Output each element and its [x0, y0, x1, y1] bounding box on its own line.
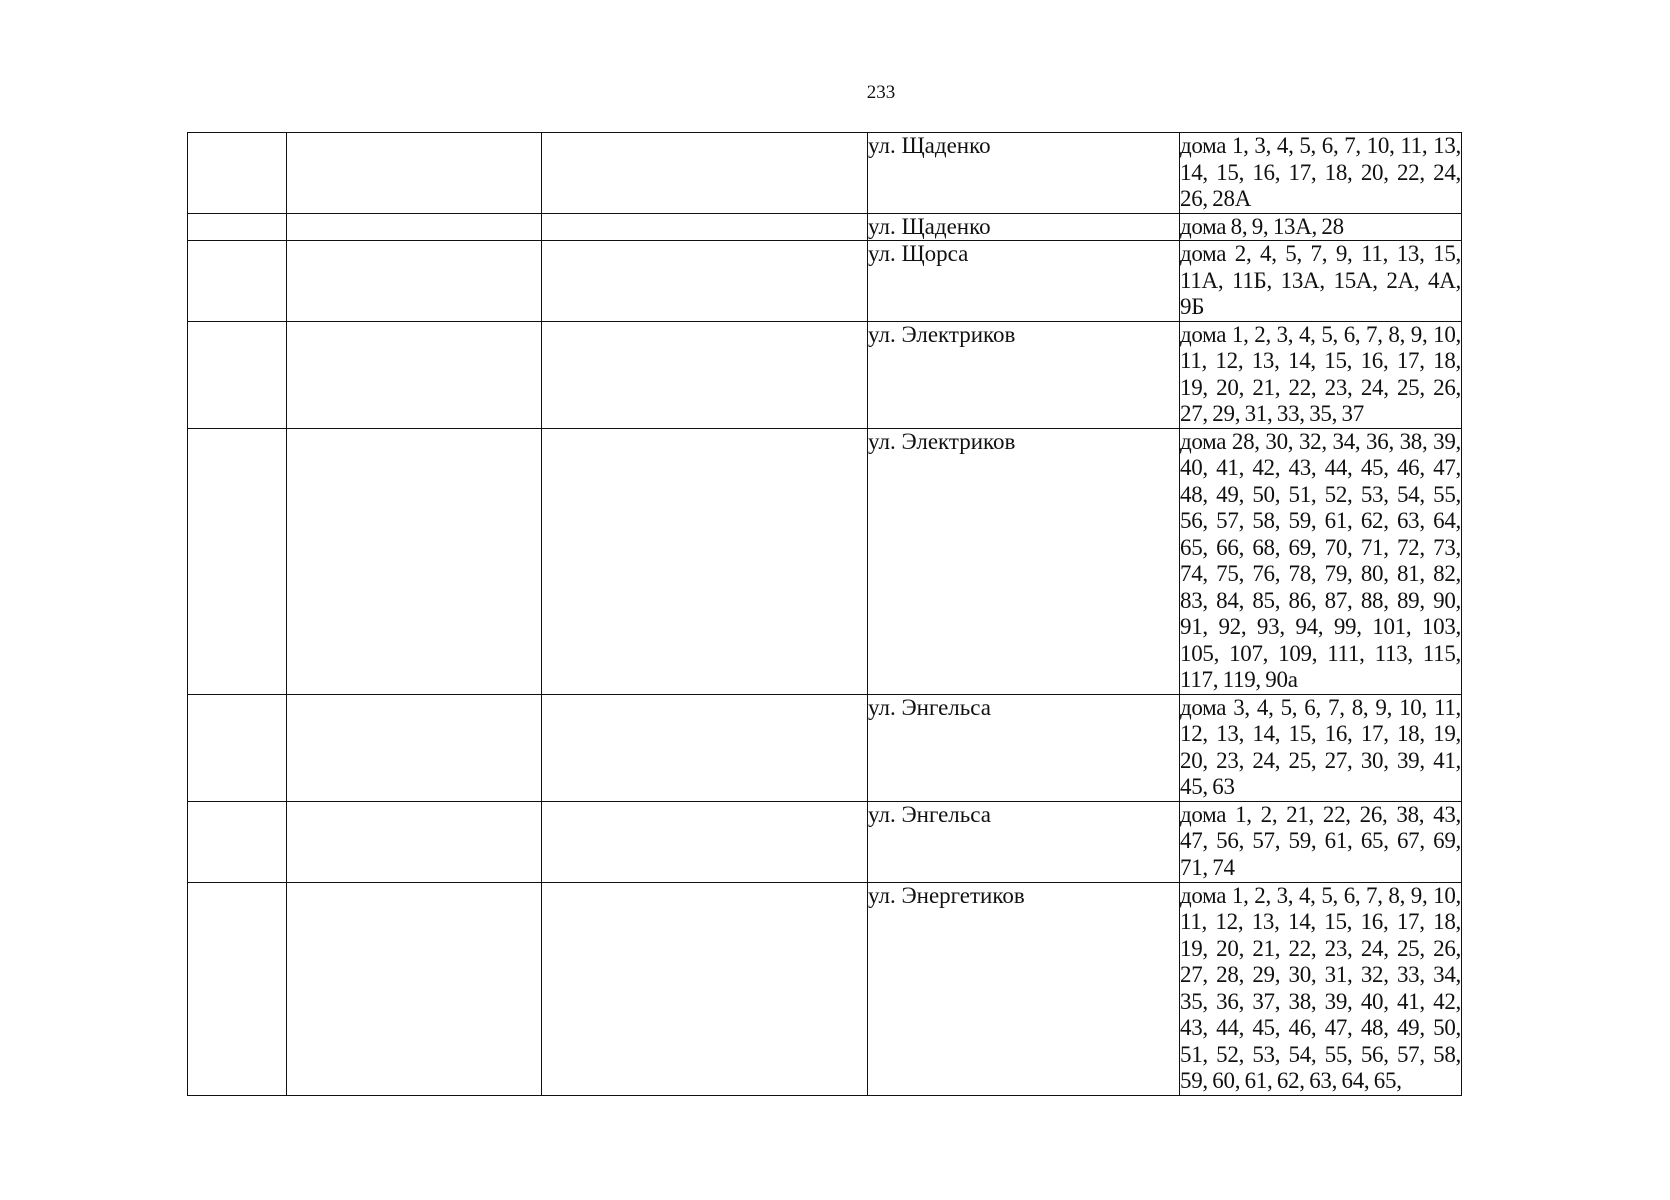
empty-cell	[188, 213, 287, 241]
empty-cell	[188, 321, 287, 428]
street-cell: ул. Энгельса	[868, 801, 1180, 882]
address-table	[187, 132, 1462, 1096]
table-row	[188, 241, 1462, 322]
table-row	[188, 428, 1462, 694]
empty-cell	[287, 133, 542, 214]
street-cell: ул. Энгельса	[868, 694, 1180, 801]
empty-cell	[287, 882, 542, 1095]
table-row	[188, 801, 1462, 882]
empty-cell	[287, 694, 542, 801]
houses-cell: дома 1, 3, 4, 5, 6, 7, 10, 11, 13, 14, 15, 16, 17, 18, 20, 22, 24, 26, 28А	[1180, 133, 1461, 211]
empty-cell	[542, 321, 868, 428]
empty-cell	[188, 241, 287, 322]
houses-cell: дома 3, 4, 5, 6, 7, 8, 9, 10, 11, 12, 13, 14, 15, 16, 17, 18, 19, 20, 23, 24, 25, 27, 30, 39, 41, 45, 63	[1180, 694, 1461, 799]
street-cell: ул. Щаденко	[868, 133, 1180, 214]
empty-cell	[287, 241, 542, 322]
houses-cell: дома 1, 2, 3, 4, 5, 6, 7, 8, 9, 10, 11, 12, 13, 14, 15, 16, 17, 18, 19, 20, 21, 22, 23, 24, 25, 26, 27, 28, 29, 30, 31, 32, 33, 34, 35, 36, 37, 38, 39, 40, 41, 42, 43, 44, 45, 46, 47, 48, 49, 50, 51, 52, 53, 54, 55, 56, 57, 58, 59, 60, 61, 62, 63, 64, 65,	[1180, 882, 1461, 1093]
empty-cell	[542, 694, 868, 801]
empty-cell	[287, 213, 542, 241]
houses-cell: дома 1, 2, 3, 4, 5, 6, 7, 8, 9, 10, 11, 12, 13, 14, 15, 16, 17, 18, 19, 20, 21, 22, 23, 24, 25, 26, 27, 29, 31, 33, 35, 37	[1180, 321, 1461, 426]
table-row	[188, 321, 1462, 428]
street-cell: ул. Энергетиков	[868, 882, 1180, 1095]
empty-cell	[542, 882, 868, 1095]
empty-cell	[188, 694, 287, 801]
page-number: 233	[866, 82, 896, 103]
table-row	[188, 213, 1462, 241]
street-cell: ул. Щорса	[868, 241, 1180, 322]
empty-cell	[188, 801, 287, 882]
empty-cell	[287, 801, 542, 882]
empty-cell	[188, 133, 287, 214]
empty-cell	[542, 241, 868, 322]
street-cell: ул. Щаденко	[868, 213, 1180, 241]
empty-cell	[287, 428, 542, 694]
street-cell: ул. Электриков	[868, 321, 1180, 428]
houses-cell: дома 2, 4, 5, 7, 9, 11, 13, 15, 11А, 11Б, 13А, 15А, 2А, 4А, 9Б	[1180, 241, 1461, 319]
houses-cell: дома 8, 9, 13А, 28	[1180, 213, 1462, 241]
empty-cell	[542, 801, 868, 882]
houses-cell: дома 1, 2, 21, 22, 26, 38, 43, 47, 56, 57, 59, 61, 65, 67, 69, 71, 74	[1180, 801, 1462, 882]
empty-cell	[188, 882, 287, 1095]
empty-cell	[287, 321, 542, 428]
empty-cell	[542, 428, 868, 694]
empty-cell	[542, 133, 868, 214]
houses-cell: дома 28, 30, 32, 34, 36, 38, 39, 40, 41, 42, 43, 44, 45, 46, 47, 48, 49, 50, 51, 52, 53, 54, 55, 56, 57, 58, 59, 61, 62, 63, 64, 65, 66, 68, 69, 70, 71, 72, 73, 74, 75, 76, 78, 79, 80, 81, 82, 83, 84, 85, 86, 87, 88, 89, 90, 91, 92, 93, 94, 99, 101, 103, 105, 107, 109, 111, 113, 115, 117, 119, 90а	[1180, 428, 1461, 692]
empty-cell	[188, 428, 287, 694]
empty-cell	[542, 213, 868, 241]
table-row	[188, 694, 1462, 801]
table-row	[188, 133, 1462, 214]
street-cell: ул. Электриков	[868, 428, 1180, 694]
table-row	[188, 882, 1462, 1095]
